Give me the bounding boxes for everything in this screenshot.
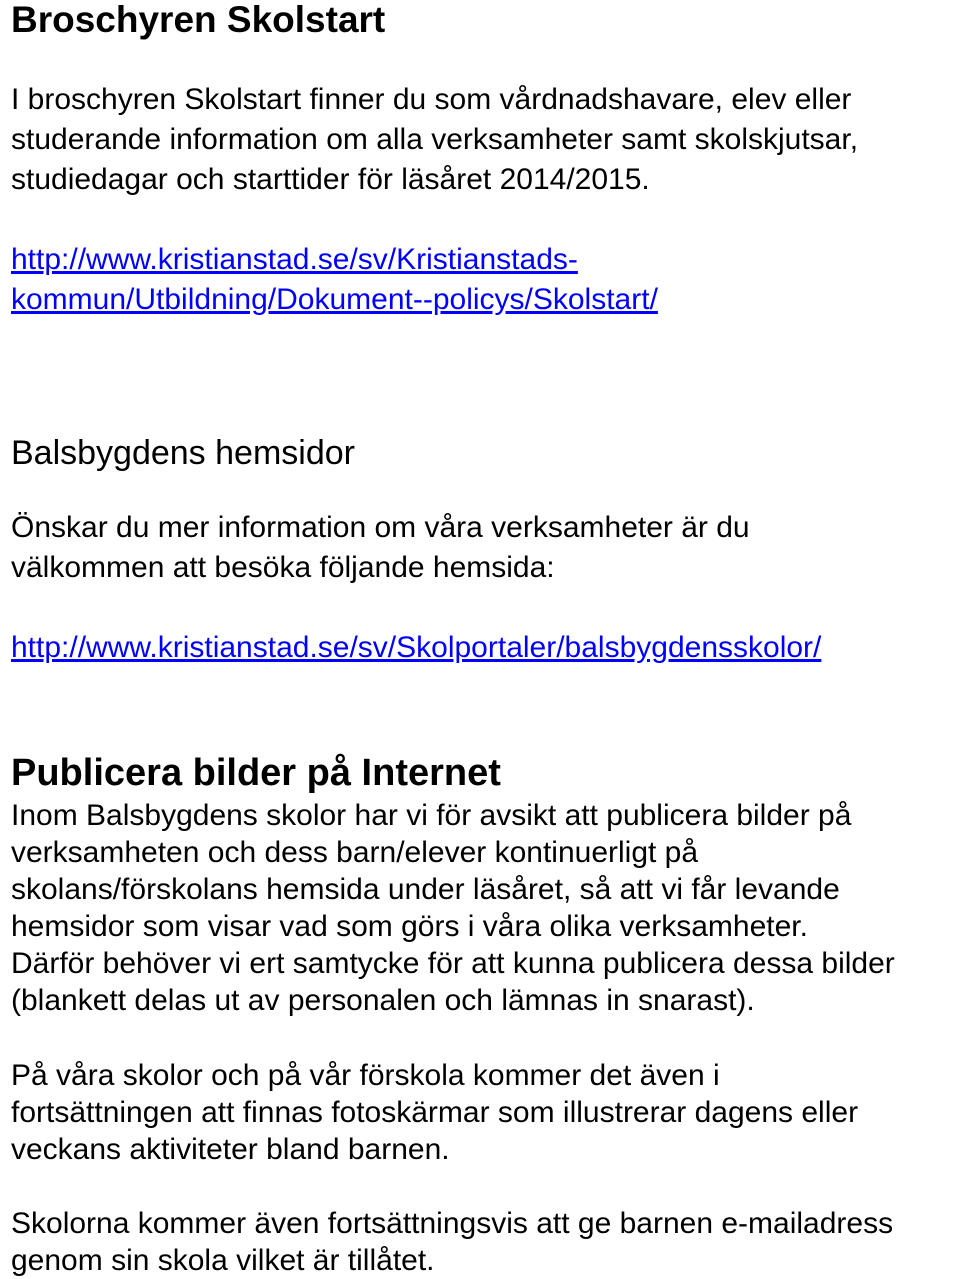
text-line: hemsidor som visar vad som görs i våra olika verksamheter.: [11, 910, 808, 943]
text-line: skolans/förskolans hemsida under läsåret, så att vi får levande: [11, 873, 840, 906]
text-line: Önskar du mer information om våra verksamheter är du: [11, 511, 750, 544]
heading-publicera-bilder: Publicera bilder på Internet: [11, 752, 501, 794]
text-line: fortsättningen att finnas fotoskärmar som illustrerar dagens eller: [11, 1096, 859, 1129]
skolstart-link[interactable]: [11, 240, 658, 320]
publicera-paragraph-1: [11, 797, 956, 1019]
text-line: veckans aktiviteter bland barnen.: [11, 1133, 450, 1166]
text-line: Inom Balsbygdens skolor har vi för avsikt att publicera bilder på: [11, 799, 852, 832]
publicera-paragraph-2: [11, 1057, 956, 1168]
skolstart-intro-paragraph: [11, 80, 956, 200]
text-line: studerande information om alla verksamheter samt skolskjutsar,: [11, 123, 859, 156]
text-line: På våra skolor och på vår förskola kommer det även i: [11, 1059, 720, 1092]
text-line: I broschyren Skolstart finner du som vårdnadshavare, elev eller: [11, 83, 852, 116]
balsbygden-skolor-link[interactable]: http://www.kristianstad.se/sv/Skolportaler/balsbygdensskolor/: [11, 631, 822, 664]
publicera-paragraph-3: [11, 1205, 956, 1279]
text-line: (blankett delas ut av personalen och lämnas in snarast).: [11, 984, 755, 1017]
heading-balsbygdens-hemsidor: Balsbygdens hemsidor: [11, 434, 355, 472]
text-line: välkommen att besöka följande hemsida:: [11, 551, 555, 584]
text-line: verksamheten och dess barn/elever kontinuerligt på: [11, 836, 699, 869]
text-line: Därför behöver vi ert samtycke för att kunna publicera dessa bilder: [11, 947, 895, 980]
heading-broschyren-skolstart: Broschyren Skolstart: [11, 0, 386, 40]
link-line[interactable]: kommun/Utbildning/Dokument--policys/Skolstart/: [11, 283, 658, 316]
link-line[interactable]: http://www.kristianstad.se/sv/Kristianstads-: [11, 243, 578, 276]
text-line: Skolorna kommer även fortsättningsvis att ge barnen e-mailadress: [11, 1207, 894, 1240]
text-line: genom sin skola vilket är tillåtet.: [11, 1244, 435, 1277]
hemsidor-paragraph: [11, 508, 956, 588]
text-line: studiedagar och starttider för läsåret 2014/2015.: [11, 163, 650, 196]
